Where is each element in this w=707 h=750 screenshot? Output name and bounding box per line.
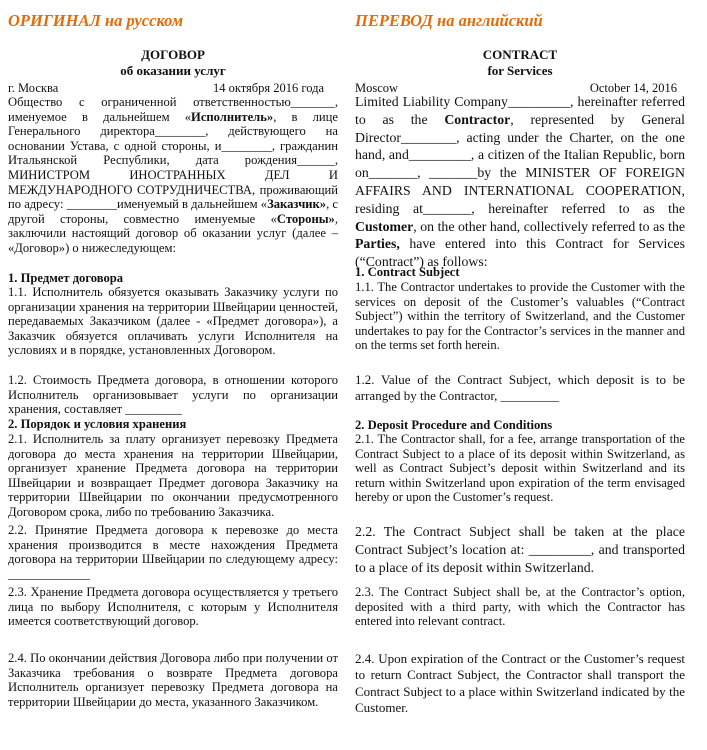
english-date: October 14, 2016 — [589, 81, 677, 95]
english-customer-term: Customer — [355, 218, 414, 234]
russian-preamble-part: , заключили настоящий договор об оказании услуг (далее – «Договор») о нижеследующем: — [8, 211, 338, 255]
english-header: ПЕРЕВОД на английский — [355, 11, 543, 30]
english-clause-2-1: 2.1. The Contractor shall, for a fee, arrange transportation of the Contract Subject to a place of its deposit within Switzerland, as well as Contract Subject’s deposit within Switzerland and its return within Switzerland upon expiration of the term envisaged hereby or upon the Customer’s request. — [355, 432, 685, 505]
english-clause-1-2: 1.2. Value of the Contract Subject, which deposit is to be arranged by the Contractor, _________ — [355, 372, 685, 404]
english-preamble-part: have entered into this Contract for Services (“Contract”) as follows: — [355, 236, 685, 270]
russian-clause-2-2: 2.2. Принятие Предмета договора к перевозке до места хранения производится в месте нахождения Предмета договора на территории Швейцарии по следующему адресу: _____________ — [8, 523, 338, 581]
russian-preamble — [8, 95, 338, 256]
russian-city: г. Москва — [8, 81, 59, 95]
russian-section-2-heading: 2. Порядок и условия хранения — [8, 417, 187, 431]
russian-title: ДОГОВОР — [141, 47, 205, 62]
russian-date: 14 октября 2016 года — [212, 81, 324, 95]
english-preamble-part: , represented by General Director________, acting under the Charter, on the one hand, and_________, a citizen of the Italian Republic, born on_______, _______by the MINISTER OF FOREIGN AFFAIRS AND INTERNATIONAL COOPERATION, residing at_______, hereinafter referred to as the — [355, 111, 685, 216]
english-preamble-part: Limited Liability Company_________, hereinafter referred to as the — [355, 94, 685, 127]
english-section-2-heading: 2. Deposit Procedure and Conditions — [355, 418, 553, 432]
russian-subtitle: об оказании услуг — [120, 63, 226, 78]
english-clause-2-4: 2.4. Upon expiration of the Contract or the Customer’s request to return Contract Subject, the Contractor shall transport the Contract Subject to a place within Switzerland indicated by the Customer. — [355, 651, 685, 715]
russian-preamble-part: Общество с ограниченной ответственностью_______, именуемое в дальнейшем « — [8, 95, 338, 124]
english-city: Moscow — [355, 81, 399, 95]
russian-column — [8, 0, 338, 750]
english-clause-1-1: 1.1. The Contractor undertakes to provide the Customer with the services on deposit of the Customer’s valuables (“Contract Subject”) within the territory of Switzerland, and the Customer undertakes to pay for the Contractor’s services in the manner and on the terms set forth herein. — [355, 280, 685, 353]
english-clause-2-3: 2.3. The Contract Subject shall be, at the Contractor’s option, deposited with a third party, with which the Contractor has entered into relevant contract. — [355, 585, 685, 629]
english-parties-term: Parties, — [355, 236, 400, 252]
english-title: CONTRACT — [482, 47, 558, 62]
russian-executor-term: Исполнитель» — [191, 109, 274, 124]
russian-preamble-part: , в лице Генерального директора________, действующего на основании Устава, с одной стороны, и________, гражданин Итальянской Республики, дата рождения______, МИНИСТРОМ ИНОСТРАННЫХ ДЕЛ И МЕЖДУНАРОДНОГО СОТРУДНИЧЕСТВА, проживающий по адресу: ________именуемый в дальнейшем « — [8, 109, 339, 212]
russian-clause-1-1: 1.1. Исполнитель обязуется оказывать Заказчику услуги по организации хранения на территории Швейцарии ценностей, передаваемых Заказчиком (далее - «Предмет договора»), а Заказчик обязуется оплачивать услуги Исполнителя на условиях и в порядке, установленных Договором. — [8, 285, 338, 358]
russian-clause-2-4: 2.4. По окончании действия Договора либо при получении от Заказчика требования о возврате Предмета договора Исполнитель организует перевозку Предмета договора на территории Швейцарии до места, указанного Заказчиком. — [8, 651, 338, 709]
russian-section-1-heading: 1. Предмет договора — [8, 271, 124, 285]
english-preamble — [355, 93, 685, 271]
english-contractor-term: Contractor — [444, 111, 511, 127]
russian-clause-2-3: 2.3. Хранение Предмета договора осуществляется у третьего лица по выбору Исполнителя, с которым у Исполнителя имеется соответствующий договор. — [8, 585, 338, 629]
russian-parties-term: Стороны» — [276, 211, 335, 226]
english-section-1-heading: 1. Contract Subject — [355, 265, 460, 279]
english-clause-2-2: 2.2. The Contract Subject shall be taken at the place Contract Subject’s location at: _________, and transported to a place of its deposit within Switzerland. — [355, 524, 685, 575]
russian-preamble-part: , с другой стороны, совместно именуемые « — [8, 197, 339, 226]
russian-header: ОРИГИНАЛ на русском — [8, 11, 184, 30]
russian-customer-term: Заказчик» — [267, 197, 327, 212]
russian-clause-1-2: 1.2. Стоимость Предмета договора, в отношении которого Исполнитель организовывает услуги по организации хранения, составляет _________ — [8, 373, 338, 417]
english-column — [355, 0, 685, 750]
russian-city-date — [8, 81, 338, 95]
english-preamble-part: , on the other hand, collectively referred to as the — [413, 218, 685, 234]
english-subtitle: for Services — [487, 63, 553, 78]
russian-clause-2-1: 2.1. Исполнитель за плату организует перевозку Предмета договора до места хранения на территории Швейцарии, организует хранение Предмета договора на территории Швейцарии и возвращает Предмет договора Заказчику на территории Швейцарии по окончании предусмотренного Договором срока, либо по требованию Заказчика. — [8, 432, 338, 519]
